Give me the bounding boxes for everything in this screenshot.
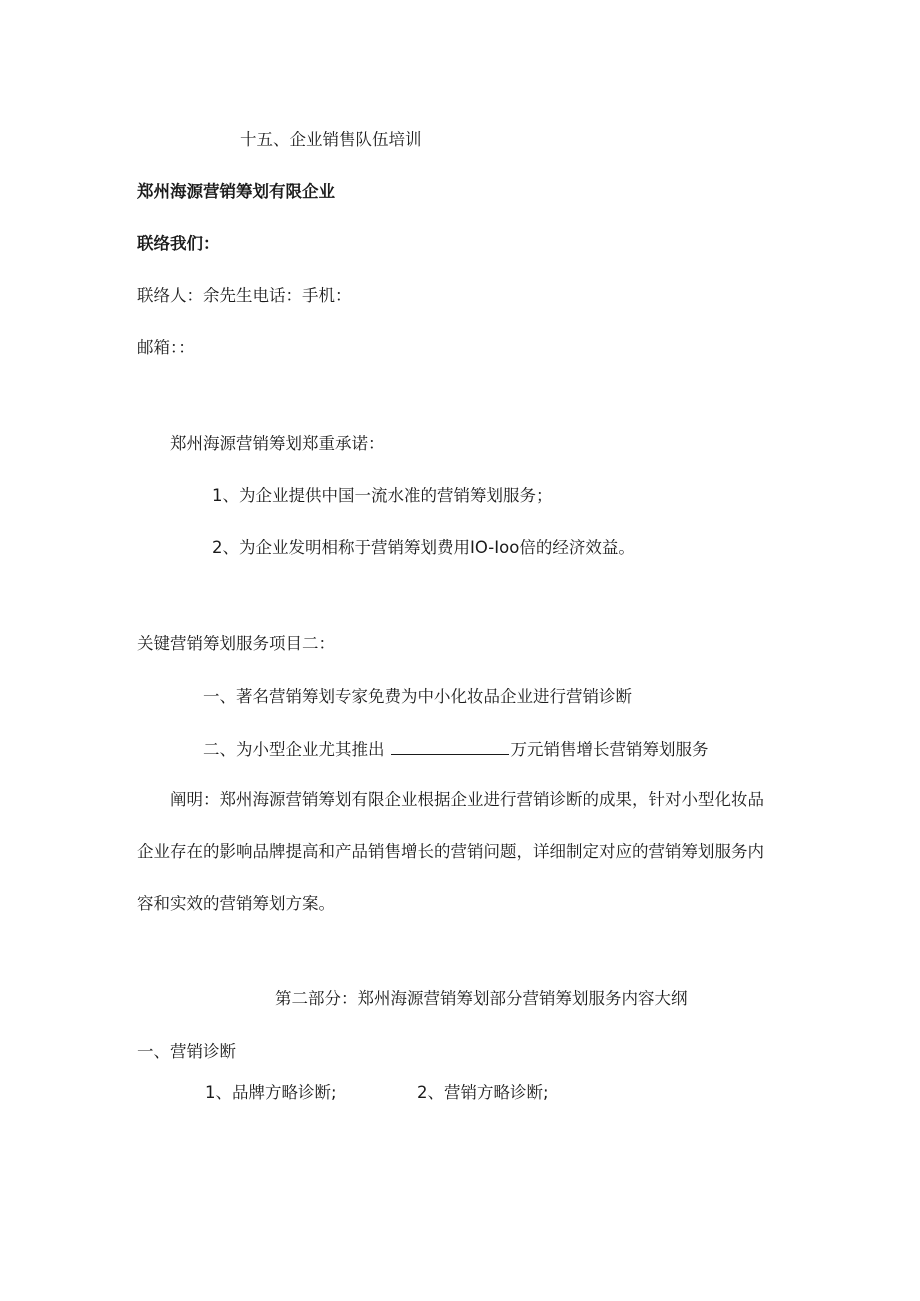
commitment-item-2: 2、为企业发明相称于营销筹划费用IO-Ioo倍的经济效益。 (212, 538, 635, 557)
contact-line: 联络人：余先生电话：手机： (137, 286, 352, 305)
services-heading: 关键营销筹划服务项目二： (137, 634, 335, 653)
commitment-heading: 郑州海源营销筹划郑重承诺： (170, 434, 385, 453)
explanation-line-2: 企业存在的影响品牌提高和产品销售增长的营销问题，详细制定对应的营销筹划服务内 (137, 842, 764, 861)
service-item-2-suffix: 万元销售增长营销筹划服务 (510, 740, 709, 759)
diagnosis-item-2: 2、营销方略诊断; (417, 1083, 549, 1102)
section-heading: 十五、企业销售队伍培训 (240, 130, 422, 149)
email-line: 邮箱：： (137, 338, 195, 357)
part-two-heading: 第二部分：郑州海源营销筹划部分营销筹划服务内容大纲 (275, 989, 688, 1008)
diagnosis-heading: 一、营销诊断 (137, 1042, 236, 1061)
fill-in-blank (391, 736, 509, 755)
explanation-line-1: 阐明：郑州海源营销筹划有限企业根据企业进行营销诊断的成果，针对小型化妆品 (170, 790, 764, 809)
diagnosis-item-1: 1、品牌方略诊断; (205, 1083, 337, 1102)
contact-heading: 联络我们： (137, 234, 220, 253)
service-item-2-prefix: 二、为小型企业尤其推出 (203, 740, 385, 759)
service-item-1: 一、著名营销筹划专家免费为中小化妆品企业进行营销诊断 (203, 687, 632, 706)
explanation-line-3: 容和实效的营销筹划方案。 (137, 894, 335, 913)
service-item-2 (203, 736, 709, 762)
company-name: 郑州海源营销筹划有限企业 (137, 182, 335, 201)
commitment-item-1: 1、为企业提供中国一流水准的营销筹划服务； (212, 486, 553, 505)
